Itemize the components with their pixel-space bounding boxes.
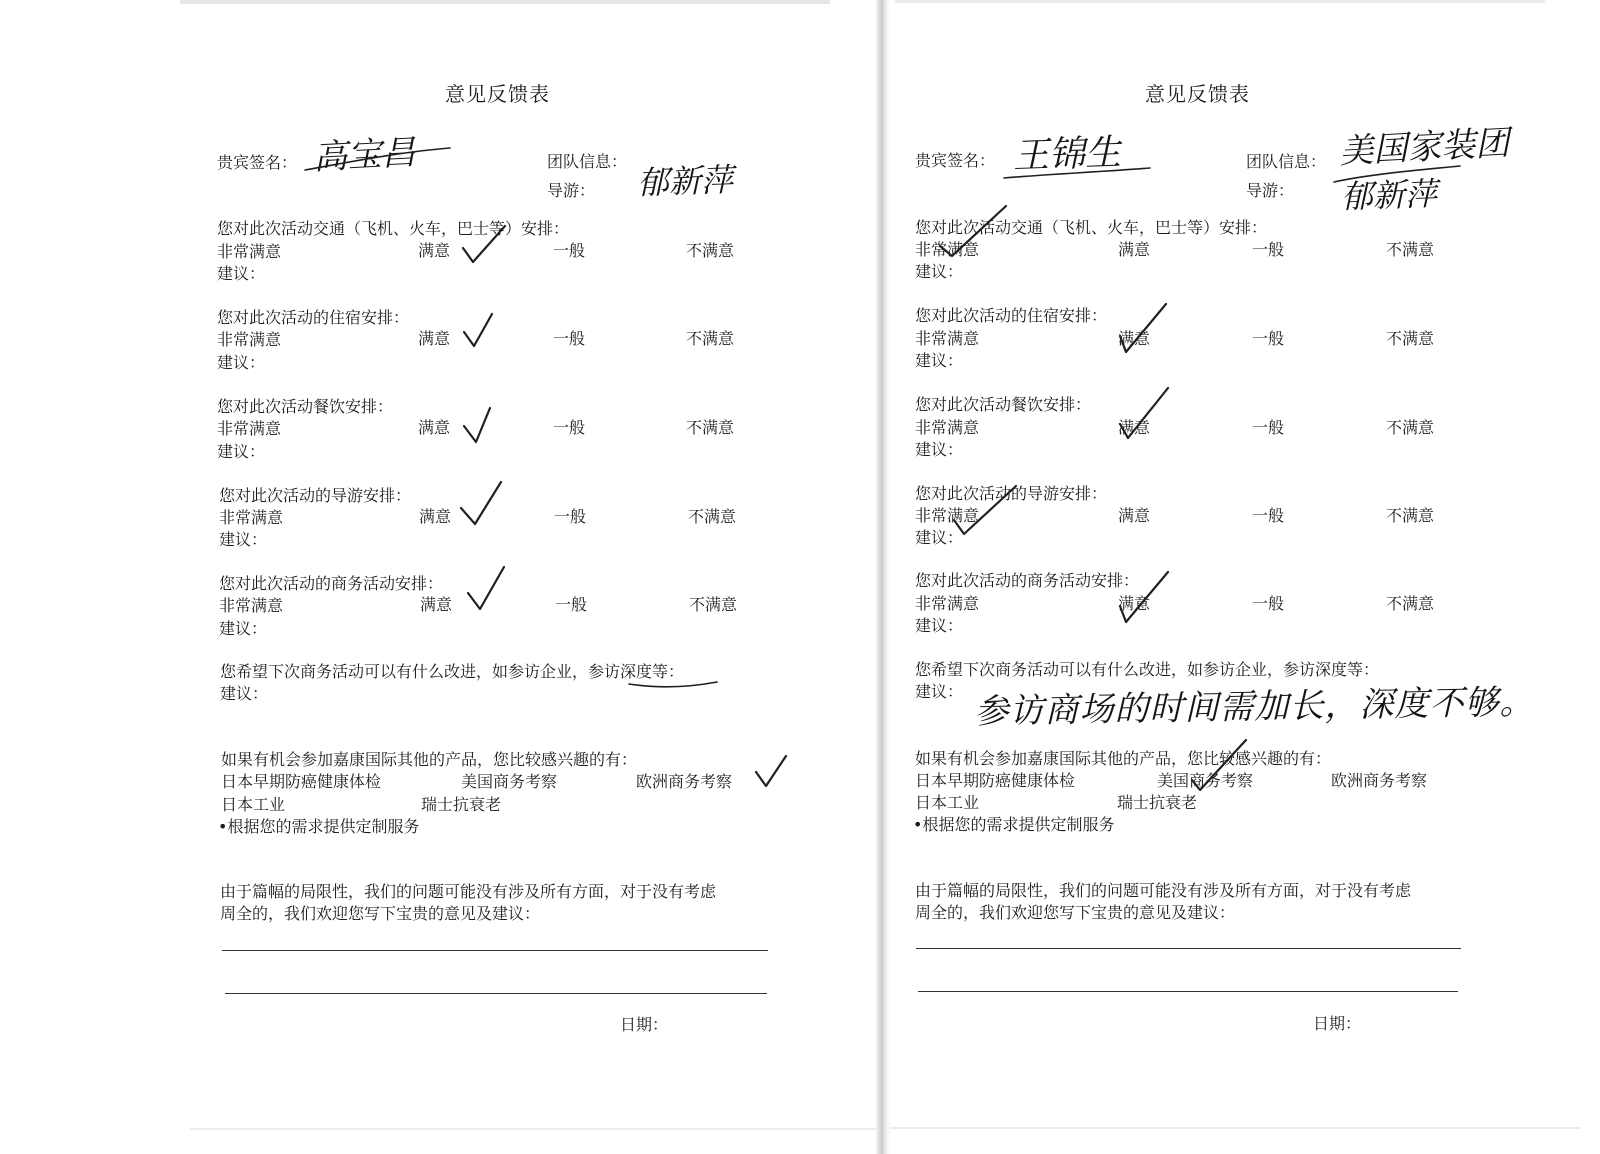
closing-text-line-1: 由于篇幅的局限性，我们的问题可能没有涉及所有方面，对于没有考虑 xyxy=(220,882,717,901)
signature-underline xyxy=(1000,160,1160,184)
question-transport: 您对此次活动交通（飞机、火车，巴士等）安排： xyxy=(915,218,1268,237)
option-very-satisfied: 非常满意 xyxy=(217,419,282,438)
option-unsatisfied: 不满意 xyxy=(686,418,735,437)
guide-signature: 郁新萍 xyxy=(636,160,734,202)
feedback-form-right xyxy=(890,0,1600,1154)
option-very-satisfied: 非常满意 xyxy=(915,506,980,525)
option-average: 一般 xyxy=(555,595,588,614)
suggestion-label: 建议： xyxy=(915,616,964,635)
question-interest: 如果有机会参加嘉康国际其他的产品，您比较感兴趣的有： xyxy=(221,750,638,769)
option-average: 一般 xyxy=(553,418,586,437)
product-us-business-tour: 美国商务考察 xyxy=(1157,771,1254,790)
question-dining: 您对此次活动餐饮安排： xyxy=(217,397,394,416)
guest-sign-label: 贵宾签名： xyxy=(217,153,298,172)
team-info-value: 美国家装团 xyxy=(1338,123,1511,172)
option-average: 一般 xyxy=(553,329,586,348)
form-title: 意见反馈表 xyxy=(445,82,550,106)
option-very-satisfied: 非常满意 xyxy=(217,330,282,349)
question-transport: 您对此次活动交通（飞机、火车，巴士等）安排： xyxy=(217,219,570,238)
question-guide: 您对此次活动的导游安排： xyxy=(915,484,1108,503)
question-guide: 您对此次活动的导游安排： xyxy=(219,486,412,505)
product-europe-business-tour: 欧洲商务考察 xyxy=(636,772,733,791)
form-title: 意见反馈表 xyxy=(1145,82,1250,106)
suggestion-label: 建议： xyxy=(219,619,268,638)
option-average: 一般 xyxy=(1252,594,1285,613)
option-unsatisfied: 不满意 xyxy=(1386,240,1435,259)
suggestion-label: 建议： xyxy=(915,682,964,701)
question-business: 您对此次活动的商务活动安排： xyxy=(219,574,444,593)
product-japan-industry: 日本工业 xyxy=(221,795,286,814)
question-lodging: 您对此次活动的住宿安排： xyxy=(915,306,1108,325)
option-unsatisfied: 不满意 xyxy=(1386,506,1435,525)
option-very-satisfied: 非常满意 xyxy=(219,596,284,615)
checkmark-icon xyxy=(1116,384,1176,444)
suggestion-label: 建议： xyxy=(217,442,266,461)
checkmark-icon xyxy=(458,310,508,360)
option-satisfied: 满意 xyxy=(418,418,451,437)
option-unsatisfied: 不满意 xyxy=(1386,418,1435,437)
product-custom-service: •根据您的需求提供定制服务 xyxy=(218,817,420,836)
option-very-satisfied: 非常满意 xyxy=(915,418,980,437)
option-average: 一般 xyxy=(553,241,586,260)
suggestion-label: 建议： xyxy=(217,264,266,283)
closing-text-line-2: 周全的，我们欢迎您写下宝贵的意见及建议： xyxy=(220,904,541,923)
suggestion-label: 建议： xyxy=(915,351,964,370)
suggestion-label: 建议： xyxy=(220,684,269,703)
option-very-satisfied: 非常满意 xyxy=(915,240,980,259)
checkmark-icon xyxy=(930,202,1020,262)
option-satisfied: 满意 xyxy=(418,241,451,260)
option-satisfied: 满意 xyxy=(1118,594,1151,613)
guest-sign-label: 贵宾签名： xyxy=(915,151,996,170)
option-unsatisfied: 不满意 xyxy=(689,595,738,614)
checkmark-icon xyxy=(1116,568,1176,628)
option-unsatisfied: 不满意 xyxy=(1386,594,1435,613)
question-business: 您对此次活动的商务活动安排： xyxy=(915,571,1140,590)
comment-line-2 xyxy=(225,993,767,994)
suggestion-label: 建议： xyxy=(915,528,964,547)
suggestion-label: 建议： xyxy=(915,440,964,459)
question-dining: 您对此次活动餐饮安排： xyxy=(915,395,1092,414)
date-label: 日期： xyxy=(620,1015,669,1034)
guide-signature: 郁新萍 xyxy=(1340,174,1438,216)
team-info-label: 团队信息： xyxy=(547,152,628,171)
checkmark-icon xyxy=(455,222,515,272)
option-unsatisfied: 不满意 xyxy=(686,241,735,260)
option-average: 一般 xyxy=(1252,329,1285,348)
question-improvement: 您希望下次商务活动可以有什么改进，如参访企业，参访深度等： xyxy=(915,660,1380,679)
comment-line-1 xyxy=(222,950,768,951)
checkmark-icon xyxy=(458,400,508,450)
option-satisfied: 满意 xyxy=(1118,329,1151,348)
question-improvement: 您希望下次商务活动可以有什么改进，如参访企业，参访深度等： xyxy=(220,662,685,681)
option-average: 一般 xyxy=(1252,418,1285,437)
closing-text-line-1: 由于篇幅的局限性，我们的问题可能没有涉及所有方面，对于没有考虑 xyxy=(915,881,1412,900)
option-very-satisfied: 非常满意 xyxy=(217,242,282,261)
option-satisfied: 满意 xyxy=(419,507,452,526)
signature-strike xyxy=(300,130,460,190)
option-satisfied: 满意 xyxy=(418,329,451,348)
option-unsatisfied: 不满意 xyxy=(688,507,737,526)
option-very-satisfied: 非常满意 xyxy=(219,508,284,527)
option-unsatisfied: 不满意 xyxy=(686,329,735,348)
comment-line-2 xyxy=(918,991,1458,992)
product-japan-health-check: 日本早期防癌健康体检 xyxy=(221,772,382,791)
checkmark-icon xyxy=(1116,300,1176,360)
product-europe-business-tour: 欧洲商务考察 xyxy=(1331,771,1428,790)
option-unsatisfied: 不满意 xyxy=(1386,329,1435,348)
suggestion-label: 建议： xyxy=(219,530,268,549)
product-japan-health-check: 日本早期防癌健康体检 xyxy=(915,771,1076,790)
option-satisfied: 满意 xyxy=(1118,418,1151,437)
date-label: 日期： xyxy=(1313,1014,1362,1033)
question-lodging: 您对此次活动的住宿安排： xyxy=(217,308,410,327)
guest-signature: 高宝昌 xyxy=(312,132,417,178)
suggestion-label: 建议： xyxy=(915,262,964,281)
guest-signature: 王锦生 xyxy=(1012,132,1122,177)
checkmark-icon xyxy=(946,482,1026,542)
option-average: 一般 xyxy=(1252,240,1285,259)
checkmark-icon xyxy=(462,563,517,619)
comment-line-1 xyxy=(916,948,1461,949)
product-swiss-anti-aging: 瑞士抗衰老 xyxy=(1117,793,1198,812)
product-custom-service: •根据您的需求提供定制服务 xyxy=(913,815,1115,834)
improvement-suggestion-handwritten: 参访商场的时间需加长，深度不够。 xyxy=(974,682,1535,732)
handwritten-underline xyxy=(625,676,725,692)
option-satisfied: 满意 xyxy=(1118,506,1151,525)
checkmark-icon xyxy=(1186,736,1256,796)
signature-strike xyxy=(1330,160,1470,190)
question-interest: 如果有机会参加嘉康国际其他的产品，您比较感兴趣的有： xyxy=(915,749,1332,768)
option-average: 一般 xyxy=(1252,506,1285,525)
guide-label: 导游： xyxy=(547,181,596,200)
option-satisfied: 满意 xyxy=(1118,240,1151,259)
checkmark-icon xyxy=(455,478,515,534)
option-satisfied: 满意 xyxy=(420,595,453,614)
closing-text-line-2: 周全的，我们欢迎您写下宝贵的意见及建议： xyxy=(915,903,1236,922)
option-very-satisfied: 非常满意 xyxy=(915,329,980,348)
option-very-satisfied: 非常满意 xyxy=(915,594,980,613)
product-swiss-anti-aging: 瑞士抗衰老 xyxy=(421,795,502,814)
team-info-label: 团队信息： xyxy=(1246,152,1327,171)
option-average: 一般 xyxy=(554,507,587,526)
checkmark-icon xyxy=(752,752,792,792)
suggestion-label: 建议： xyxy=(217,353,266,372)
product-japan-industry: 日本工业 xyxy=(915,793,980,812)
product-us-business-tour: 美国商务考察 xyxy=(461,772,558,791)
guide-label: 导游： xyxy=(1246,181,1295,200)
